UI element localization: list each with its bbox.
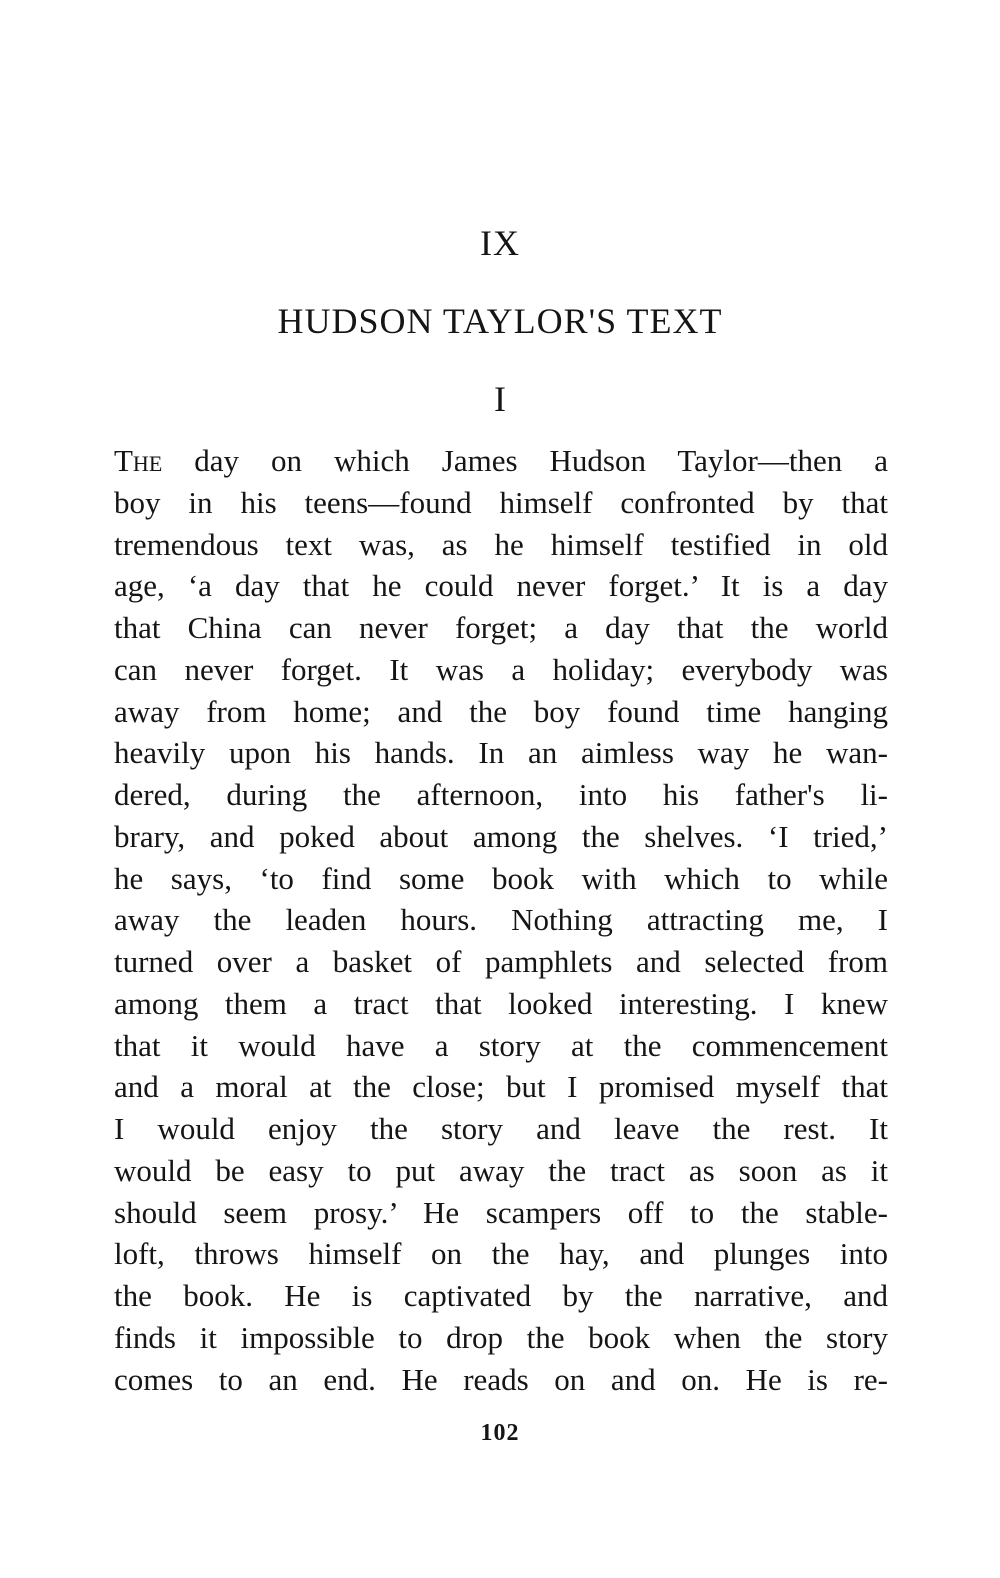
body-paragraph	[114, 440, 888, 1400]
text-line: dered, during the afternoon, into his father's li-	[114, 777, 888, 812]
text-line	[114, 440, 888, 482]
text-line: I would enjoy the story and leave the rest. It	[114, 1111, 888, 1146]
text-line: the book. He is captivated by the narrative, and	[114, 1278, 888, 1313]
page-number: 102	[480, 1420, 520, 1446]
chapter-number: IX	[480, 223, 520, 263]
text-line: away the leaden hours. Nothing attracting me, I	[114, 902, 888, 938]
section-number: I	[494, 379, 506, 419]
text-line: can never forget. It was a holiday; everybody was	[114, 651, 888, 687]
text-line: turned over a basket of pamphlets and selected from	[114, 944, 888, 979]
text-line: boy in his teens—found himself confronted by that	[114, 484, 888, 520]
chapter-title: HUDSON TAYLOR'S TEXT	[277, 301, 723, 341]
text-line: brary, and poked about among the shelves. ‘I tried,’	[114, 818, 888, 854]
first-line-rest: day on which James Hudson Taylor—then a	[162, 443, 888, 478]
text-line: that it would have a story at the commencement	[114, 1027, 888, 1063]
text-line: away from home; and the boy found time hanging	[114, 693, 888, 729]
text-line: age, ‘a day that he could never forget.’ It is a day	[114, 568, 888, 604]
opening-word: The	[114, 443, 163, 478]
text-line: among them a tract that looked interesting. I knew	[114, 985, 888, 1021]
text-line: and a moral at the close; but I promised myself that	[114, 1069, 888, 1105]
text-line: finds it impossible to drop the book when the story	[114, 1319, 888, 1355]
text-line: he says, ‘to find some book with which to while	[114, 860, 888, 896]
text-line: loft, throws himself on the hay, and plunges into	[114, 1236, 888, 1272]
text-line: tremendous text was, as he himself testified in old	[114, 526, 888, 562]
text-line: that China can never forget; a day that the world	[114, 610, 888, 645]
text-line: should seem prosy.’ He scampers off to the stable-	[114, 1194, 888, 1230]
text-line: comes to an end. He reads on and on. He is re-	[114, 1361, 888, 1397]
text-line: heavily upon his hands. In an aimless way he wan-	[114, 735, 888, 771]
text-line: would be easy to put away the tract as soon as it	[114, 1152, 888, 1188]
